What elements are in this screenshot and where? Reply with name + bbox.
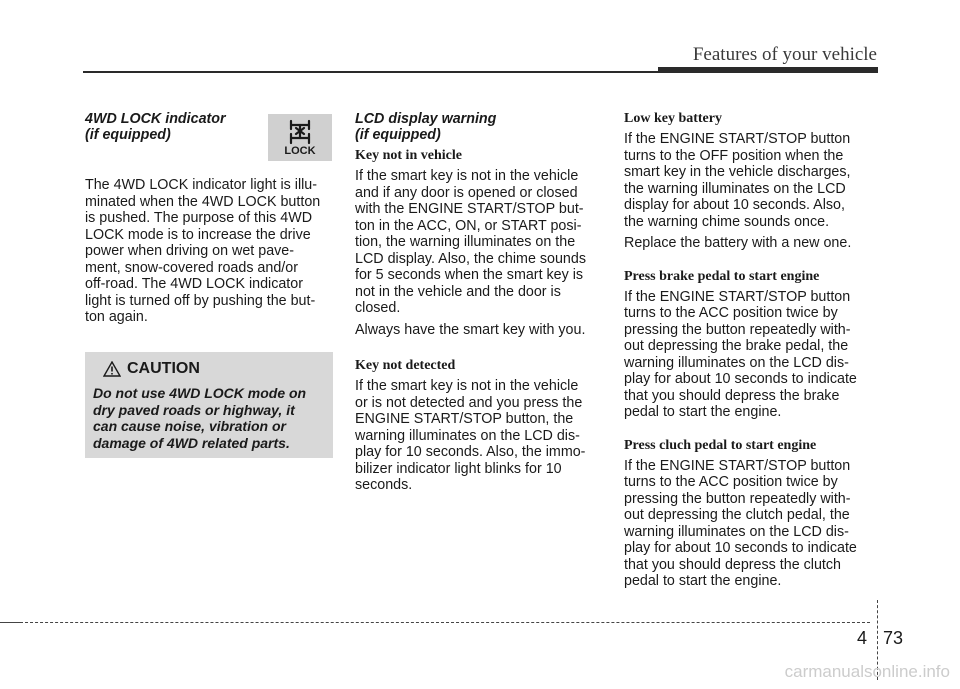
paragraph-key-not-detected: If the smart key is not in the vehicle or is not detected and you press the ENGINE START/STOP button, the warning illuminates on the LCD dis- play for 10 seconds. Also, the immo- bilizer indicator light blinks for 10 seconds. xyxy=(355,378,586,493)
caution-box xyxy=(85,352,333,458)
paragraph-press-brake-pedal: If the ENGINE START/STOP button turns to the ACC position twice by pressing the button repeatedly with- out depressing the brake pedal, the warning illuminates on the LCD dis- play for about 10 seconds to indicate that you should depress the brake pedal to start the engine. xyxy=(624,288,857,420)
paragraph-4wd-lock: The 4WD LOCK indicator light is illu- minated when the 4WD LOCK button is pushed. The purpose of this 4WD LOCK mode is to increase the drive power when driving on wet pave- ment, snow-covered roads and/or off-road. The 4WD LOCK indicator light is turned off by pushing the but- ton again. xyxy=(85,177,321,325)
lock-icon-label: LOCK xyxy=(284,145,316,157)
header-rule-accent xyxy=(658,67,878,73)
paragraph-replace-battery: Replace the battery with a new one. xyxy=(624,235,852,251)
chapter-number: 4 xyxy=(857,628,868,648)
section-header-title: Features of your vehicle xyxy=(692,44,877,65)
section-title-lcd-warning: LCD display warning (if equipped) xyxy=(355,111,497,143)
paragraph-low-key-battery: If the ENGINE START/STOP button turns to the OFF position when the smart key in the vehicle discharges, the warning illuminates on the LCD display for about 10 seconds. Also, the warning chime sounds once. xyxy=(624,131,851,230)
caution-text: Do not use 4WD LOCK mode on dry paved roads or highway, it can cause noise, vibration or damage of 4WD related parts. xyxy=(93,385,307,451)
caution-title: CAUTION xyxy=(127,360,200,377)
subheading-press-brake-pedal: Press brake pedal to start engine xyxy=(624,268,820,284)
paragraph-key-not-in-vehicle: If the smart key is not in the vehicle and if any door is opened or closed with the ENGINE START/STOP but- ton in the ACC, ON, or START posi- tion, the warning illuminates on the LCD display. Also, the chime sounds for 5 seconds when the smart key is not in the vehicle and the door is closed. xyxy=(355,168,586,316)
column-lcd-warning xyxy=(355,111,603,494)
caution-header xyxy=(103,360,200,378)
warning-triangle-icon xyxy=(103,361,121,377)
footer-rule-left xyxy=(0,622,20,623)
section-title-4wd-lock: 4WD LOCK indicator (if equipped) xyxy=(85,111,226,143)
subheading-press-clutch-pedal: Press cluch pedal to start engine xyxy=(624,437,817,453)
subheading-key-not-in-vehicle: Key not in vehicle xyxy=(355,148,462,163)
page-number: 73 xyxy=(883,628,904,648)
4wd-lock-indicator-icon xyxy=(268,114,332,161)
footer-rule xyxy=(20,622,870,623)
paragraph-press-clutch-pedal: If the ENGINE START/STOP button turns to the ACC position twice by pressing the button repeatedly with- out depressing the clutch pedal, the warning illuminates on the LCD dis- play for about 10 seconds to indicate that you should depress the clutch pedal to start the engine. xyxy=(624,457,857,589)
subheading-key-not-detected: Key not detected xyxy=(355,358,456,373)
4wd-axle-icon xyxy=(286,117,314,145)
column-key-warnings xyxy=(624,111,872,590)
paragraph-always-have-key: Always have the smart key with you. xyxy=(355,321,586,338)
subheading-low-key-battery: Low key battery xyxy=(624,111,722,126)
watermark: carmanualsonline.info xyxy=(784,662,950,681)
